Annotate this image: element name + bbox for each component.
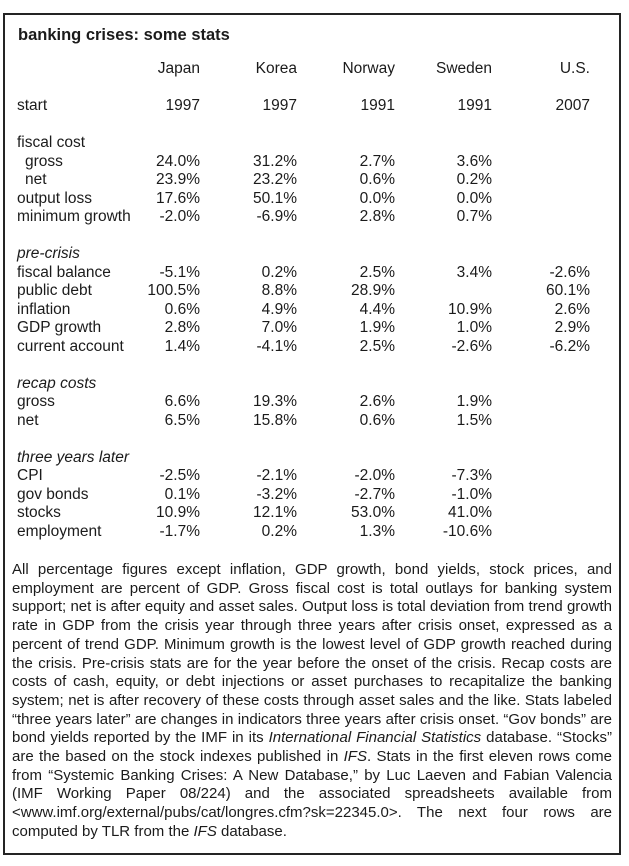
row-label: gross <box>25 152 63 170</box>
value-cell: 23.2% <box>253 171 297 188</box>
value-cell: 28.9% <box>351 282 395 299</box>
footnote-italic-text: IFS <box>193 822 217 840</box>
value-cell: 60.1% <box>546 282 590 299</box>
value-cell: 12.1% <box>253 504 297 521</box>
value-cell <box>492 467 590 486</box>
section-label: three years later <box>17 448 129 466</box>
footnote-text: . Stats in the first eleven rows come from “Systemic Banking Crises: A New Database,” by Luc Laeven and Fabian Valencia (IMF Working Paper 08/224) and the associated spreadsheets available from <www.imf.org/external/pubs/cat/longres.cfm?sk=22345.0>. The next four rows are computed by TLR from the <box>12 748 612 840</box>
section-label: recap costs <box>17 374 97 392</box>
value-cell: -2.6% <box>451 337 492 355</box>
row-label: start <box>17 97 48 114</box>
row-spacer <box>12 356 590 375</box>
value-cell: 1.9% <box>359 319 395 336</box>
row-label: public debt <box>17 282 92 299</box>
row-label: gross <box>17 393 55 410</box>
value-cell: 0.6% <box>359 411 395 429</box>
value-cell <box>142 449 200 468</box>
value-cell <box>297 245 395 264</box>
section-label: fiscal cost <box>17 134 86 151</box>
value-cell: 24.0% <box>156 152 200 170</box>
value-cell: 2.9% <box>554 319 590 336</box>
value-cell: 1.0% <box>456 319 492 336</box>
value-cell <box>492 208 590 227</box>
value-cell: -5.1% <box>159 263 200 281</box>
column-header: Norway <box>342 60 395 77</box>
row-label: GDP growth <box>17 319 102 336</box>
value-cell: 0.1% <box>164 485 200 503</box>
value-cell <box>200 134 297 153</box>
value-cell: -1.7% <box>159 522 200 540</box>
value-cell: 53.0% <box>351 504 395 521</box>
value-cell <box>200 375 297 394</box>
value-cell: 0.2% <box>456 171 492 188</box>
value-cell: 41.0% <box>448 504 492 521</box>
value-cell: 1.4% <box>164 337 200 355</box>
value-cell <box>297 375 395 394</box>
value-cell: 15.8% <box>253 411 297 429</box>
column-header: Japan <box>157 60 200 77</box>
row-label: current account <box>17 337 124 355</box>
row-label: net <box>17 411 39 429</box>
value-cell: 1.9% <box>456 393 492 410</box>
footnote-text: database. <box>216 822 287 840</box>
row-label: gov bonds <box>17 485 89 503</box>
value-cell: -6.2% <box>549 337 590 355</box>
value-cell: -2.1% <box>256 467 297 484</box>
row-label: output loss <box>17 189 92 207</box>
value-cell: 6.5% <box>164 411 200 429</box>
value-cell: 3.6% <box>456 152 492 170</box>
value-cell: 0.2% <box>261 522 297 540</box>
value-cell <box>395 245 492 264</box>
value-cell <box>395 134 492 153</box>
value-cell: -10.6% <box>442 522 492 540</box>
value-cell <box>297 134 395 153</box>
value-cell <box>200 449 297 468</box>
value-cell <box>492 190 590 209</box>
value-cell: 1991 <box>360 97 395 114</box>
row-label: minimum growth <box>17 208 131 225</box>
value-cell <box>492 393 590 412</box>
value-cell: 0.0% <box>359 189 395 207</box>
column-header: Sweden <box>435 60 492 77</box>
value-cell: -7.3% <box>451 467 492 484</box>
value-cell: 2007 <box>555 97 590 114</box>
value-cell: 31.2% <box>253 152 297 170</box>
value-cell: -2.0% <box>159 208 200 225</box>
value-cell <box>492 171 590 190</box>
value-cell <box>492 134 590 153</box>
value-cell: -6.9% <box>256 208 297 225</box>
value-cell <box>492 245 590 264</box>
value-cell: 1997 <box>165 97 200 114</box>
row-label: employment <box>17 522 102 540</box>
footnote-text: database. “Stocks” are the based on the stock indexes published in <box>12 729 613 766</box>
value-cell: 2.8% <box>164 319 200 336</box>
value-cell: -1.0% <box>451 485 492 503</box>
value-cell <box>395 449 492 468</box>
value-cell: 1991 <box>457 97 492 114</box>
footnote-italic-text: International Financial Statistics <box>268 729 482 747</box>
value-cell: 2.6% <box>554 300 590 318</box>
value-cell <box>492 486 590 505</box>
value-cell: 4.4% <box>359 300 395 318</box>
value-cell <box>142 245 200 264</box>
value-cell: 100.5% <box>147 282 200 299</box>
value-cell: 4.9% <box>261 300 297 318</box>
value-cell: 1.3% <box>359 522 395 540</box>
value-cell <box>297 449 395 468</box>
value-cell <box>142 134 200 153</box>
value-cell: 2.5% <box>359 337 395 355</box>
value-cell: 23.9% <box>156 171 200 188</box>
value-cell: 2.7% <box>359 152 395 170</box>
value-cell <box>142 375 200 394</box>
value-cell: 1.5% <box>456 411 492 429</box>
value-cell: 0.0% <box>456 189 492 207</box>
row-label: fiscal balance <box>17 263 111 281</box>
section-label: pre-crisis <box>17 245 80 262</box>
value-cell: 0.7% <box>456 208 492 225</box>
value-cell: 50.1% <box>253 189 297 207</box>
row-label: net <box>25 171 47 188</box>
value-cell: 3.4% <box>456 263 492 281</box>
footnote-text: All percentage figures except inflation, GDP growth, bond yields, stock prices, and employment are percent of GDP. Gross fiscal cost is total outlays for banking system support; net is after equity and asset sales. Output loss is total deviation from trend growth rate in GDP from the crisis year through three years after crisis onset, expressed as a percent of trend GDP. Minimum growth is the lowest level of GDP growth reached during the crisis. Pre-crisis stats are for the year before the onset of the crisis. Recap costs are costs of cash, equity, or debt injections or asset purchases to recapitalize the banking system; net is after recovery of these costs through asset sales and the like. Stats labeled “three years later” are changes in indicators three years after crisis onset. “Gov bonds” are bond yields reported by the IMF in its <box>12 561 612 747</box>
value-cell: 8.8% <box>261 282 297 299</box>
value-cell <box>492 523 590 542</box>
value-cell: 10.9% <box>156 504 200 521</box>
value-cell <box>492 375 590 394</box>
value-cell: -2.5% <box>159 467 200 484</box>
value-cell: 1997 <box>262 97 297 114</box>
row-label: CPI <box>17 467 43 484</box>
column-header: U.S. <box>559 60 590 77</box>
value-cell: 7.0% <box>261 319 297 336</box>
value-cell <box>492 412 590 431</box>
value-cell <box>492 504 590 523</box>
value-cell: -4.1% <box>256 337 297 355</box>
value-cell: 0.6% <box>164 300 200 318</box>
value-cell: 2.6% <box>359 393 395 410</box>
value-cell: -2.7% <box>354 485 395 503</box>
value-cell: -3.2% <box>256 485 297 503</box>
value-cell: 10.9% <box>448 300 492 318</box>
value-cell <box>395 375 492 394</box>
value-cell: -2.6% <box>549 263 590 281</box>
row-label: inflation <box>17 300 71 318</box>
row-spacer <box>12 116 590 135</box>
row-spacer <box>12 227 590 246</box>
footnote-italic-text: IFS <box>343 748 367 766</box>
value-cell: 2.8% <box>359 208 395 225</box>
value-cell: 2.5% <box>359 263 395 281</box>
value-cell <box>492 153 590 172</box>
value-cell <box>492 449 590 468</box>
row-spacer <box>12 79 590 98</box>
value-cell <box>395 282 492 301</box>
row-label: stocks <box>17 504 61 521</box>
value-cell: 6.6% <box>164 393 200 410</box>
value-cell: 19.3% <box>253 393 297 410</box>
stats-table <box>12 60 612 541</box>
row-spacer <box>12 430 590 449</box>
value-cell: 0.2% <box>261 263 297 281</box>
footnote <box>12 561 612 842</box>
table-frame <box>3 13 621 855</box>
table-title: banking crises: some stats <box>18 26 230 44</box>
value-cell: 0.6% <box>359 171 395 188</box>
value-cell <box>200 245 297 264</box>
value-cell: 17.6% <box>156 189 200 207</box>
column-header: Korea <box>255 60 297 77</box>
corner-cell <box>12 60 142 79</box>
value-cell: -2.0% <box>354 467 395 484</box>
